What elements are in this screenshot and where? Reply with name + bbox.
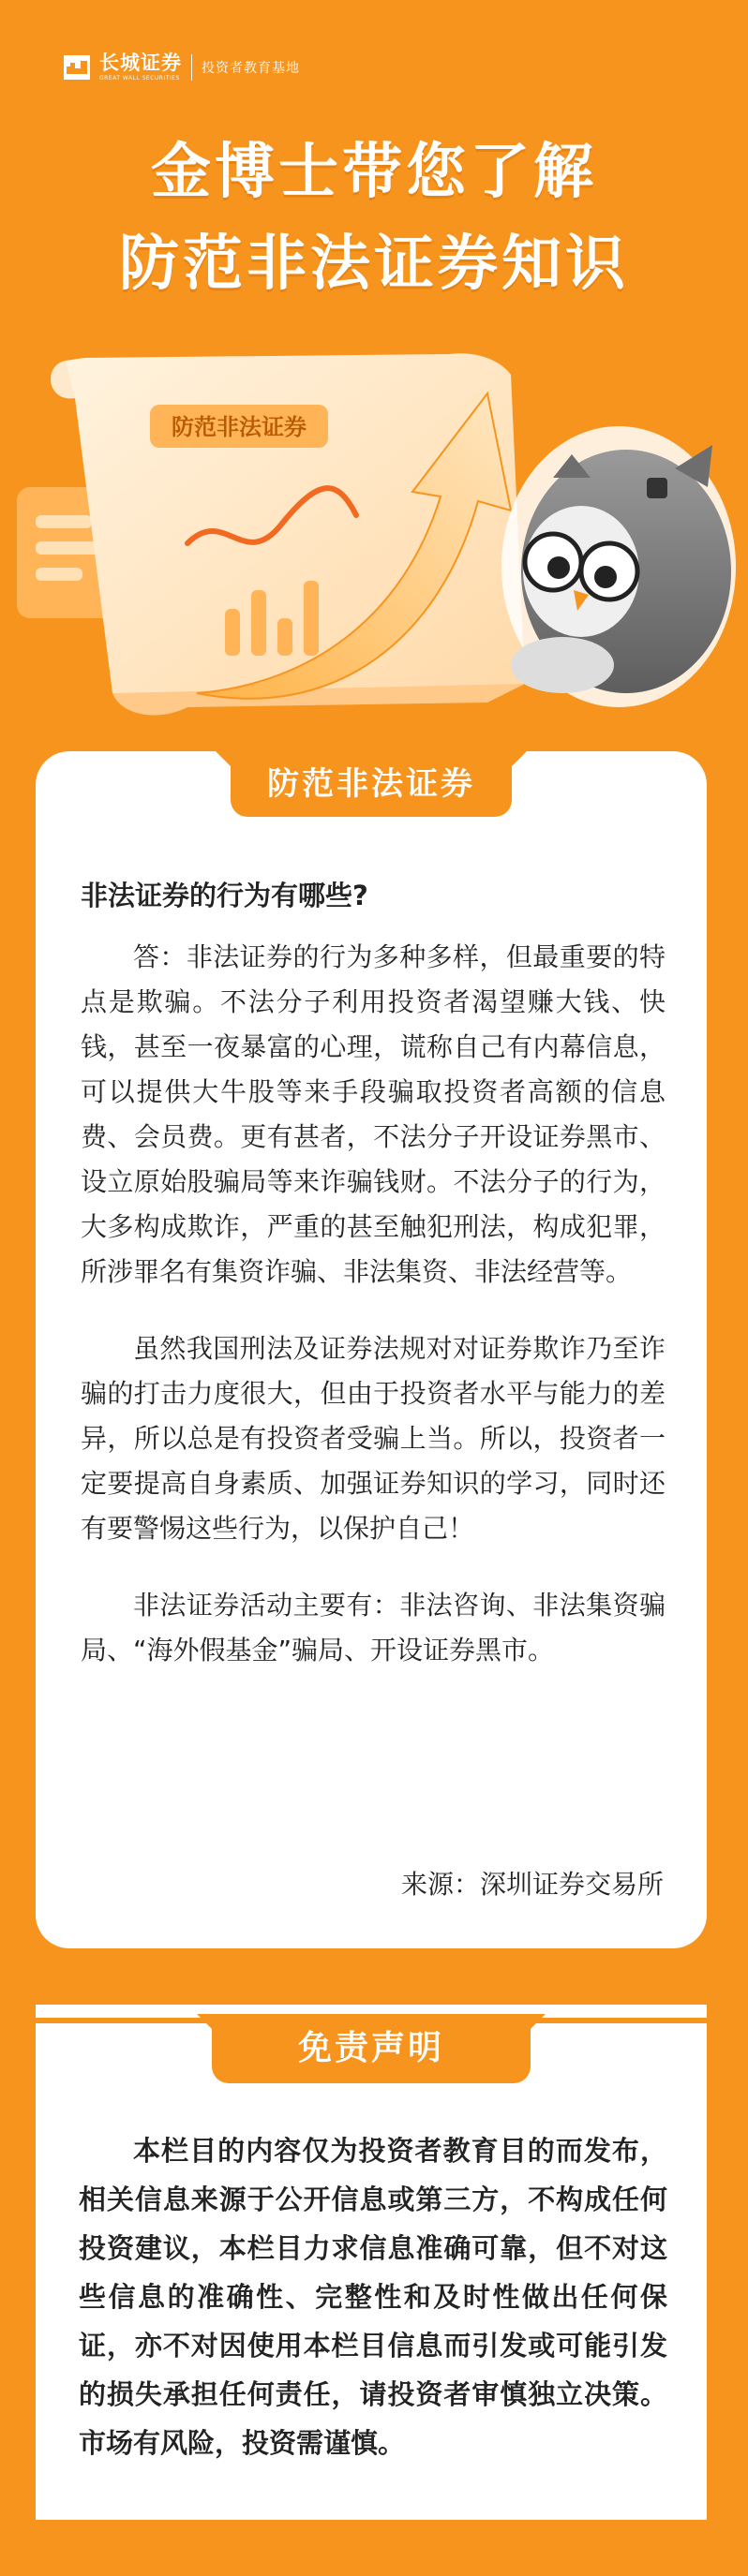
logo-text [99, 52, 182, 81]
page-title-line-1: 金博士带您了解 [151, 138, 597, 207]
disclaimer-text: 本栏目的内容仅为投资者教育目的而发布，相关信息来源于公开信息或第三方，不构成任何投资建议，本栏目力求信息准确可靠，但不对这些信息的准确性、完整性和及时性做出任何保证，亦不对因使用本栏目信息而引发或可能引发的损失承担任何责任，请投资者审慎独立决策。市场有风险，投资需谨慎。 [79, 2135, 667, 2459]
source-credit: 来源：深圳证券交易所 [400, 1869, 664, 1900]
section-badge: 防范非法证券 [231, 751, 512, 817]
question-heading: 非法证券的行为有哪些? [81, 880, 368, 911]
disclaimer-badge: 免责声明 [212, 2014, 531, 2083]
answer-paragraph-1: 答：非法证券的行为多种多样，但最重要的特点是欺骗。不法分子利用投资者渴望赚大钱、快钱，甚至一夜暴富的心理，谎称自己有内幕信息，可以提供大牛股等来手段骗取投资者高额的信息费、会员费。更有甚者，不法分子开设证券黑市、设立原始股骗局等来诈骗钱财。不法分子的行为，大多构成欺诈，严重的甚至触犯刑法，构成犯罪，所涉罪名有集资诈骗、非法集资、非法经营等。 [81, 941, 666, 1287]
answer-paragraph-2: 虽然我国刑法及证券法规对对证券欺诈乃至诈骗的打击力度很大，但由于投资者水平与能力的差异，所以总是有投资者受骗上当。所以，投资者一定要提高自身素质、加强证券知识的学习，同时还有要警惕这些行为，以保护自己！ [81, 1333, 666, 1544]
logo-english-name: GREAT WALL SECURITIES [99, 75, 180, 81]
logo-name: 长城证券 [99, 52, 182, 74]
page-title-line-2: 防范非法证券知识 [119, 229, 629, 299]
scroll-label: 防范非法证券 [172, 414, 307, 440]
logo-bar [64, 52, 300, 81]
disclaimer-card [36, 2023, 707, 2520]
logo-subtitle: 投资者教育基地 [202, 60, 300, 76]
owl-mascot-icon [501, 426, 736, 707]
answer-paragraph-3: 非法证券活动主要有：非法咨询、非法集资骗局、“海外假基金”骗局、开设证券黑市。 [81, 1590, 666, 1666]
hero-illustration [0, 337, 748, 759]
content-card [36, 751, 707, 1948]
logo-divider [191, 54, 192, 81]
great-wall-logo-icon [64, 55, 90, 80]
answer-body [81, 935, 666, 1705]
